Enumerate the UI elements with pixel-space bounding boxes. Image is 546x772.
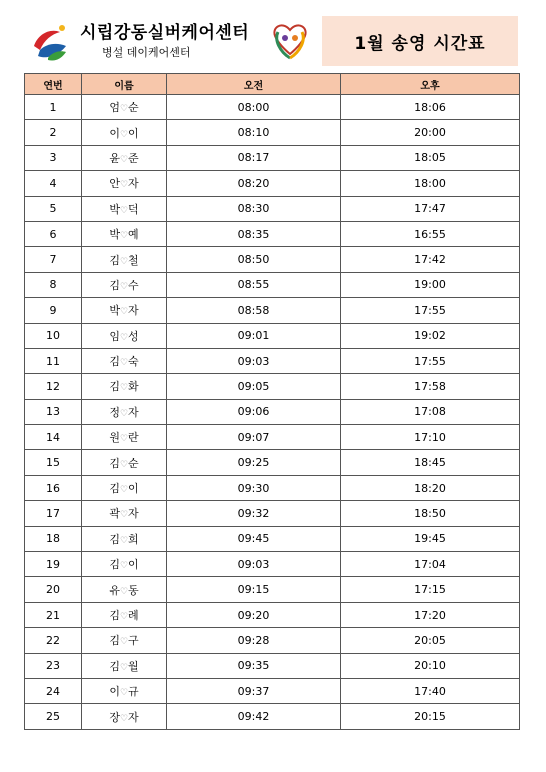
row-number: 1 — [25, 95, 82, 120]
member-name — [82, 653, 167, 678]
member-name — [82, 475, 167, 500]
city-logo-icon — [28, 20, 72, 64]
member-name — [82, 221, 167, 246]
name-last-char: 이 — [128, 482, 139, 496]
am-pickup-time: 09:45 — [167, 526, 341, 551]
am-pickup-time: 09:28 — [167, 628, 341, 653]
name-first-char: 김 — [109, 253, 120, 267]
table-header-row — [25, 74, 520, 95]
name-first-char: 원 — [109, 431, 120, 445]
am-pickup-time: 08:00 — [167, 95, 341, 120]
table-row — [25, 298, 520, 323]
pm-dropoff-time: 17:47 — [341, 196, 520, 221]
name-last-char: 이 — [128, 558, 139, 572]
member-name — [82, 374, 167, 399]
table-row — [25, 628, 520, 653]
name-first-char: 정 — [109, 405, 120, 419]
table-row — [25, 475, 520, 500]
row-number: 24 — [25, 678, 82, 703]
name-last-char: 규 — [128, 685, 139, 699]
name-first-char: 김 — [109, 532, 120, 546]
am-pickup-time: 09:32 — [167, 501, 341, 526]
pm-dropoff-time: 20:05 — [341, 628, 520, 653]
row-number: 25 — [25, 704, 82, 729]
name-first-char: 김 — [109, 278, 120, 292]
name-last-char: 구 — [128, 634, 139, 648]
row-number: 8 — [25, 272, 82, 297]
heart-separator-icon: ♡ — [119, 307, 129, 318]
table-row — [25, 577, 520, 602]
name-last-char: 자 — [128, 304, 139, 318]
table-row — [25, 171, 520, 196]
am-pickup-time: 08:17 — [167, 145, 341, 170]
row-number: 10 — [25, 323, 82, 348]
row-number: 7 — [25, 247, 82, 272]
pm-dropoff-time: 17:55 — [341, 298, 520, 323]
name-last-char: 준 — [128, 151, 139, 165]
pm-dropoff-time: 17:08 — [341, 399, 520, 424]
name-first-char: 엄 — [109, 101, 120, 115]
member-name — [82, 145, 167, 170]
am-pickup-time: 09:42 — [167, 704, 341, 729]
table-row — [25, 399, 520, 424]
row-number: 23 — [25, 653, 82, 678]
name-first-char: 박 — [109, 202, 120, 216]
heart-separator-icon: ♡ — [119, 561, 129, 572]
name-first-char: 곽 — [109, 507, 120, 521]
pm-dropoff-time: 17:55 — [341, 348, 520, 373]
am-pickup-time: 09:25 — [167, 450, 341, 475]
am-pickup-time: 09:05 — [167, 374, 341, 399]
am-pickup-time: 08:50 — [167, 247, 341, 272]
name-last-char: 희 — [128, 532, 139, 546]
pm-dropoff-time: 20:00 — [341, 120, 520, 145]
schedule-title: 1월 송영 시간표 — [354, 33, 486, 54]
row-number: 6 — [25, 221, 82, 246]
column-header-am: 오전 — [167, 74, 341, 95]
heart-separator-icon: ♡ — [119, 408, 129, 419]
heart-separator-icon: ♡ — [119, 510, 129, 521]
name-last-char: 이 — [128, 126, 139, 140]
name-last-char: 자 — [128, 710, 139, 724]
pm-dropoff-time: 17:10 — [341, 425, 520, 450]
member-name — [82, 526, 167, 551]
heart-separator-icon: ♡ — [119, 485, 129, 496]
table-row — [25, 425, 520, 450]
member-name — [82, 552, 167, 577]
name-first-char: 김 — [109, 482, 120, 496]
name-first-char: 김 — [109, 456, 120, 470]
pm-dropoff-time: 20:15 — [341, 704, 520, 729]
member-name — [82, 95, 167, 120]
name-last-char: 월 — [128, 659, 139, 673]
heart-separator-icon: ♡ — [119, 688, 129, 699]
pm-dropoff-time: 16:55 — [341, 221, 520, 246]
pm-dropoff-time: 17:42 — [341, 247, 520, 272]
table-row — [25, 653, 520, 678]
name-first-char: 김 — [109, 558, 120, 572]
member-name — [82, 425, 167, 450]
heart-separator-icon: ♡ — [119, 637, 129, 648]
member-name — [82, 399, 167, 424]
heart-separator-icon: ♡ — [119, 154, 129, 165]
table-row — [25, 374, 520, 399]
name-last-char: 자 — [128, 507, 139, 521]
name-last-char: 덕 — [128, 202, 139, 216]
table-row — [25, 678, 520, 703]
am-pickup-time: 09:37 — [167, 678, 341, 703]
am-pickup-time: 08:58 — [167, 298, 341, 323]
member-name — [82, 704, 167, 729]
pm-dropoff-time: 17:20 — [341, 602, 520, 627]
heart-separator-icon: ♡ — [119, 180, 129, 191]
name-last-char: 란 — [128, 431, 139, 445]
care-center-emblem-icon — [270, 22, 310, 60]
table-row — [25, 552, 520, 577]
heart-separator-icon: ♡ — [119, 383, 129, 394]
name-last-char: 철 — [128, 253, 139, 267]
pm-dropoff-time: 17:04 — [341, 552, 520, 577]
am-pickup-time: 09:01 — [167, 323, 341, 348]
table-row — [25, 221, 520, 246]
name-last-char: 숙 — [128, 355, 139, 369]
table-row — [25, 95, 520, 120]
member-name — [82, 120, 167, 145]
pm-dropoff-time: 18:45 — [341, 450, 520, 475]
org-subtitle: 병설 데이케어센터 — [102, 46, 191, 59]
name-first-char: 임 — [109, 329, 120, 343]
am-pickup-time: 08:30 — [167, 196, 341, 221]
name-last-char: 화 — [128, 380, 139, 394]
row-number: 14 — [25, 425, 82, 450]
member-name — [82, 450, 167, 475]
heart-separator-icon: ♡ — [119, 459, 129, 470]
heart-separator-icon: ♡ — [119, 256, 129, 267]
row-number: 2 — [25, 120, 82, 145]
pm-dropoff-time: 17:15 — [341, 577, 520, 602]
row-number: 12 — [25, 374, 82, 399]
name-last-char: 동 — [128, 583, 139, 597]
member-name — [82, 348, 167, 373]
name-first-char: 안 — [109, 177, 120, 191]
row-number: 16 — [25, 475, 82, 500]
am-pickup-time: 08:55 — [167, 272, 341, 297]
row-number: 21 — [25, 602, 82, 627]
table-row — [25, 450, 520, 475]
heart-separator-icon: ♡ — [119, 205, 129, 216]
org-name: 시립강동실버케어센터 — [80, 23, 250, 43]
table-row — [25, 602, 520, 627]
pm-dropoff-time: 17:58 — [341, 374, 520, 399]
pm-dropoff-time: 18:05 — [341, 145, 520, 170]
pm-dropoff-time: 19:45 — [341, 526, 520, 551]
am-pickup-time: 09:03 — [167, 552, 341, 577]
table-body — [25, 95, 520, 730]
name-first-char: 김 — [109, 380, 120, 394]
row-number: 18 — [25, 526, 82, 551]
member-name — [82, 628, 167, 653]
member-name — [82, 323, 167, 348]
name-last-char: 순 — [128, 101, 139, 115]
name-first-char: 장 — [109, 710, 120, 724]
member-name — [82, 501, 167, 526]
name-first-char: 이 — [109, 685, 120, 699]
name-first-char: 윤 — [109, 151, 120, 165]
am-pickup-time: 09:35 — [167, 653, 341, 678]
pm-dropoff-time: 17:40 — [341, 678, 520, 703]
member-name — [82, 678, 167, 703]
member-name — [82, 602, 167, 627]
heart-separator-icon: ♡ — [119, 231, 129, 242]
heart-separator-icon: ♡ — [119, 332, 129, 343]
member-name — [82, 298, 167, 323]
name-last-char: 례 — [128, 609, 139, 622]
name-first-char: 박 — [109, 228, 120, 242]
heart-separator-icon: ♡ — [119, 612, 129, 622]
row-number: 13 — [25, 399, 82, 424]
member-name — [82, 196, 167, 221]
name-first-char: 김 — [109, 609, 120, 622]
heart-separator-icon: ♡ — [119, 281, 129, 292]
heart-separator-icon: ♡ — [119, 104, 129, 115]
row-number: 4 — [25, 171, 82, 196]
name-last-char: 자 — [128, 405, 139, 419]
name-first-char: 박 — [109, 304, 120, 318]
am-pickup-time: 08:35 — [167, 221, 341, 246]
row-number: 15 — [25, 450, 82, 475]
table-row — [25, 145, 520, 170]
am-pickup-time: 09:20 — [167, 602, 341, 627]
name-last-char: 자 — [128, 177, 139, 191]
table-row — [25, 704, 520, 729]
heart-separator-icon: ♡ — [119, 434, 129, 445]
name-first-char: 유 — [109, 583, 120, 597]
heart-separator-icon: ♡ — [119, 358, 129, 369]
heart-separator-icon: ♡ — [119, 713, 129, 724]
table-row — [25, 247, 520, 272]
row-number: 3 — [25, 145, 82, 170]
am-pickup-time: 09:15 — [167, 577, 341, 602]
pm-dropoff-time: 18:00 — [341, 171, 520, 196]
name-first-char: 김 — [109, 355, 120, 369]
heart-separator-icon: ♡ — [119, 586, 129, 597]
pm-dropoff-time: 19:02 — [341, 323, 520, 348]
column-header-number: 연번 — [25, 74, 82, 95]
pm-dropoff-time: 18:20 — [341, 475, 520, 500]
row-number: 5 — [25, 196, 82, 221]
am-pickup-time: 09:30 — [167, 475, 341, 500]
table-row — [25, 196, 520, 221]
column-header-pm: 오후 — [341, 74, 520, 95]
member-name — [82, 577, 167, 602]
pm-dropoff-time: 19:00 — [341, 272, 520, 297]
am-pickup-time: 09:07 — [167, 425, 341, 450]
pm-dropoff-time: 20:10 — [341, 653, 520, 678]
name-first-char: 김 — [109, 659, 120, 673]
heart-separator-icon: ♡ — [119, 535, 129, 546]
row-number: 22 — [25, 628, 82, 653]
table-row — [25, 348, 520, 373]
pm-dropoff-time: 18:06 — [341, 95, 520, 120]
name-first-char: 김 — [109, 634, 120, 648]
am-pickup-time: 08:10 — [167, 120, 341, 145]
name-last-char: 성 — [128, 329, 139, 343]
row-number: 9 — [25, 298, 82, 323]
row-number: 11 — [25, 348, 82, 373]
column-header-name: 이름 — [82, 74, 167, 95]
title-box — [322, 16, 518, 66]
member-name — [82, 272, 167, 297]
table-row — [25, 272, 520, 297]
heart-separator-icon: ♡ — [119, 662, 129, 673]
table-row — [25, 323, 520, 348]
name-first-char: 이 — [109, 126, 120, 140]
name-last-char: 수 — [128, 278, 139, 292]
am-pickup-time: 09:06 — [167, 399, 341, 424]
table-row — [25, 501, 520, 526]
member-name — [82, 171, 167, 196]
name-last-char: 순 — [128, 456, 139, 470]
am-pickup-time: 09:03 — [167, 348, 341, 373]
row-number: 19 — [25, 552, 82, 577]
name-last-char: 예 — [128, 228, 139, 242]
table-row — [25, 120, 520, 145]
pm-dropoff-time: 18:50 — [341, 501, 520, 526]
row-number: 20 — [25, 577, 82, 602]
heart-separator-icon: ♡ — [119, 129, 129, 140]
member-name — [82, 247, 167, 272]
row-number: 17 — [25, 501, 82, 526]
page-header — [0, 0, 546, 70]
am-pickup-time: 08:20 — [167, 171, 341, 196]
table-row — [25, 526, 520, 551]
shuttle-schedule-table — [24, 73, 520, 730]
